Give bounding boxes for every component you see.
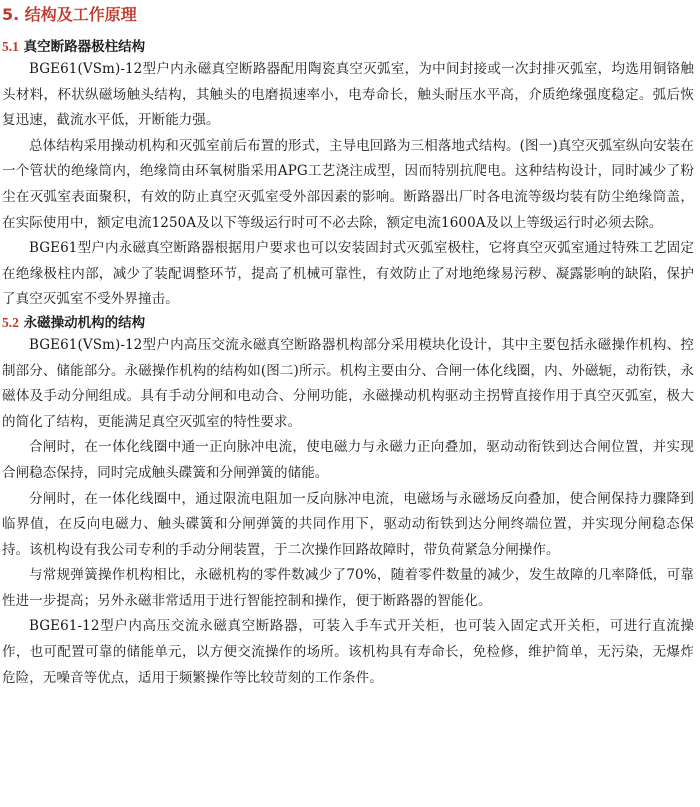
paragraph: BGE61-12型户内高压交流永磁真空断路器，可装入手车式开关柜，也可装入固定式开关柜，可进行直流操作，也可配置可靠的储能单元，以方便交流操作的场所。该机构具有寿命长，免检修，维护简单，无污染，无爆炸危险，无噪音等优点，适用于频繁操作等比较苛刻的工作条件。: [2, 618, 694, 686]
subsection-number: 5.2: [2, 314, 19, 330]
subsection-title: 永磁操动机构的结构: [23, 314, 146, 331]
paragraph: 分闸时，在一体化线圈中，通过限流电阻加一反向脉冲电流，电磁场与永磁场反向叠加，使合闸保持力骤降到临界值，在反向电磁力、触头碟簧和分闸弹簧的共同作用下，驱动动衔铁到达分闸终端位置，并实现分闸稳态保持。该机构设有我公司专利的手动分闸装置，于二次操作回路故障时，带负荷紧急分闸操作。: [2, 490, 694, 558]
section-heading: [2, 3, 694, 27]
paragraph: 合闸时，在一体化线圈中通一正向脉冲电流，使电磁力与永磁力正向叠加，驱动动衔铁到达合闸位置，并实现合闸稳态保持，同时完成触头碟簧和分闸弹簧的储能。: [2, 439, 694, 481]
subsection-heading-5-1: [2, 37, 694, 57]
paragraph: BGE61(VSm)-12型户内永磁真空断路器配用陶瓷真空灭弧室，为中间封接或一次封排灭弧室，均选用铜铬触头材料，杯状纵磁场触头结构，其触头的电磨损速率小，电寿命长，触头耐压水平高，介质绝缘强度稳定。弧后恢复迅速，截流水平低，开断能力强。: [2, 61, 694, 129]
section-title: 结构及工作原理: [24, 5, 137, 24]
section-number: 5.: [2, 5, 20, 24]
paragraph: BGE61型户内永磁真空断路器根据用户要求也可以安装固封式灭弧室极柱，它将真空灭弧室通过特殊工艺固定在绝缘极柱内部，减少了装配调整环节，提高了机械可靠性，有效防止了对地绝缘易污秽、凝露影响的缺陷，保护了真空灭弧室不受外界撞击。: [2, 240, 694, 308]
subsection-title: 真空断路器极柱结构: [23, 39, 146, 55]
paragraph: 总体结构采用操动机构和灭弧室前后布置的形式，主导电回路为三相落地式结构。(图一)真空灭弧室纵向安装在一个管状的绝缘筒内，绝缘筒由环氧树脂采用APG工艺浇注成型，因而特别抗爬电。这种结构设计，同时减少了粉尘在灭弧室表面聚积，有效的防止真空灭弧室受外部因素的影响。断路器出厂时各电流等级均装有防尘绝缘筒盖，在实际使用中，额定电流1250A及以下等级运行时可不必去除，额定电流1600A及以上等级运行时必须去除。: [2, 137, 694, 231]
paragraph: BGE61(VSm)-12型户内高压交流永磁真空断路器机构部分采用模块化设计，其中主要包括永磁操作机构、控制部分、储能部分。永磁操作机构的结构如(图二)所示。机构主要由分、合闸一体化线圈，内、外磁轭，动衔铁，永磁体及手动分闸组成。具有手动分闸和电动合、分闸功能，永磁操动机构驱动主拐臂直接作用于真空灭弧室，极大的简化了结构，更能满足真空灭弧室的特性要求。: [2, 336, 694, 430]
paragraph: 与常规弹簧操作机构相比，永磁机构的零件数减少了70%，随着零件数量的减少，发生故障的几率降低，可靠性进一步提高；另外永磁非常适用于进行智能控制和操作，便于断路器的智能化。: [2, 567, 694, 609]
subsection-number: 5.1: [2, 39, 19, 54]
subsection-heading-5-2: [2, 313, 694, 333]
